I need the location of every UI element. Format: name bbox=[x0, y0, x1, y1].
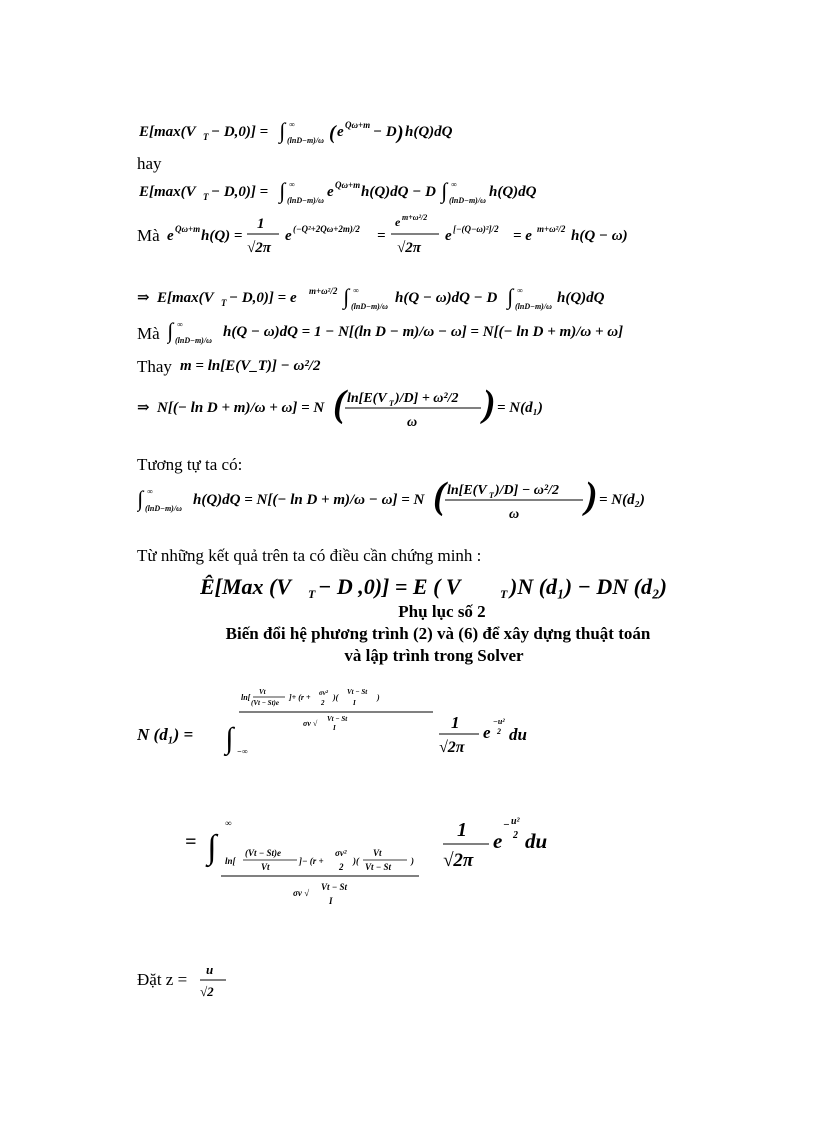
svg-text:Vt: Vt bbox=[261, 862, 270, 872]
svg-text:Vt − St: Vt − St bbox=[347, 688, 368, 696]
svg-text:I: I bbox=[333, 724, 336, 732]
svg-text:h(Q)dQ: h(Q)dQ bbox=[489, 184, 537, 200]
svg-text:N (d₁) =: N (d₁) = bbox=[137, 725, 194, 744]
svg-text:∫: ∫ bbox=[279, 118, 286, 143]
svg-text:(: ( bbox=[333, 383, 346, 425]
formula-d2 bbox=[137, 474, 667, 529]
svg-text:u²: u² bbox=[511, 816, 520, 827]
formula-d1 bbox=[137, 382, 567, 437]
svg-text:⇒: ⇒ bbox=[137, 400, 150, 416]
svg-text:− D,0)] =: − D,0)] = bbox=[211, 184, 269, 200]
svg-text:): ) bbox=[585, 475, 598, 517]
svg-text:Vt − St: Vt − St bbox=[327, 715, 348, 723]
svg-text:−u²: −u² bbox=[493, 717, 505, 726]
svg-text:√2π: √2π bbox=[247, 240, 271, 256]
svg-text:=: = bbox=[185, 831, 197, 853]
svg-text:E[max(V: E[max(V bbox=[139, 124, 196, 140]
svg-text:∫: ∫ bbox=[441, 178, 448, 203]
svg-text:)(: )( bbox=[353, 856, 359, 866]
formula-nd1-upper bbox=[185, 814, 585, 919]
svg-text:∫: ∫ bbox=[137, 486, 144, 511]
svg-text:T: T bbox=[221, 298, 227, 308]
svg-text:∫: ∫ bbox=[207, 829, 217, 866]
svg-text:∞: ∞ bbox=[147, 487, 153, 496]
formula-expected-payoff bbox=[139, 118, 469, 153]
svg-text:∞: ∞ bbox=[451, 180, 457, 189]
svg-text:ω: ω bbox=[509, 507, 520, 522]
svg-text:(Vt − St)e: (Vt − St)e bbox=[251, 699, 279, 707]
svg-text:σv²: σv² bbox=[319, 689, 328, 697]
svg-text:h(Q − ω)dQ − D: h(Q − ω)dQ − D bbox=[395, 290, 498, 306]
svg-text:1: 1 bbox=[457, 819, 467, 841]
svg-text:h(Q − ω)dQ = 1 − N[(ln D − m)/: h(Q − ω)dQ = 1 − N[(ln D − m)/ω − ω] = N[(− ln D + m)/ω + ω] bbox=[223, 324, 624, 340]
svg-text:=: = bbox=[377, 228, 386, 244]
svg-text:e: e bbox=[337, 124, 344, 140]
text-tuong-tu: Tương tự ta có: bbox=[137, 455, 243, 474]
svg-text:Vt: Vt bbox=[373, 848, 382, 858]
svg-text:− D,0)] =: − D,0)] = bbox=[211, 124, 269, 140]
svg-text:(lnD−m)/ω: (lnD−m)/ω bbox=[175, 336, 212, 345]
svg-text:2: 2 bbox=[497, 727, 501, 736]
svg-text:): ) bbox=[483, 383, 496, 425]
svg-text:h(Q)dQ: h(Q)dQ bbox=[557, 290, 605, 306]
svg-text:]+ (r +: ]+ (r + bbox=[289, 693, 311, 702]
svg-text:−∞: −∞ bbox=[237, 747, 248, 756]
svg-text:E[max(V: E[max(V bbox=[139, 184, 196, 200]
svg-text:ω: ω bbox=[407, 415, 418, 430]
svg-text:m+ω²/2: m+ω²/2 bbox=[402, 213, 428, 222]
text-dat-z: Đặt z = bbox=[137, 970, 188, 989]
svg-text:Vt − St: Vt − St bbox=[365, 862, 391, 872]
svg-text:√2π: √2π bbox=[443, 850, 474, 871]
text-hay: hay bbox=[137, 154, 162, 173]
text-ma-2: Mà bbox=[137, 324, 160, 343]
svg-text:σv √: σv √ bbox=[303, 719, 318, 728]
svg-text:)N (d₁) − DN (d₂): )N (d₁) − DN (d₂) bbox=[510, 574, 667, 599]
appendix-title: Phụ lục số 2 bbox=[398, 602, 486, 621]
svg-text:∞: ∞ bbox=[225, 818, 232, 828]
svg-text:2: 2 bbox=[339, 862, 344, 872]
svg-text:= N(d₂): = N(d₂) bbox=[599, 492, 645, 508]
svg-text:T: T bbox=[203, 132, 209, 142]
svg-text:∫: ∫ bbox=[167, 318, 174, 343]
svg-text:∞: ∞ bbox=[289, 180, 295, 189]
svg-text:ln[: ln[ bbox=[241, 693, 251, 702]
svg-text:(lnD−m)/ω: (lnD−m)/ω bbox=[449, 196, 486, 205]
svg-text:E[max(V: E[max(V bbox=[157, 290, 214, 306]
svg-text:(lnD−m)/ω: (lnD−m)/ω bbox=[351, 302, 388, 311]
svg-text:u: u bbox=[206, 962, 214, 977]
svg-text:du: du bbox=[509, 725, 527, 744]
text-thay: Thay bbox=[137, 357, 172, 376]
svg-text:(−Q²+2Qω+2m)/2: (−Q²+2Qω+2m)/2 bbox=[293, 224, 360, 234]
svg-text:I: I bbox=[329, 896, 333, 906]
svg-text:)/D] − ω²/2: )/D] − ω²/2 bbox=[495, 483, 560, 498]
svg-text:h(Q − ω): h(Q − ω) bbox=[571, 228, 628, 244]
svg-text:): ) bbox=[411, 856, 414, 866]
svg-text:T: T bbox=[203, 192, 209, 202]
svg-text:Qω+m: Qω+m bbox=[335, 180, 361, 190]
formula-m-substitution: m = ln[E(V_T)] − ω²/2 bbox=[180, 358, 321, 374]
svg-text:Ê[Max (V: Ê[Max (V bbox=[200, 574, 292, 599]
svg-text:σv²: σv² bbox=[335, 848, 347, 858]
svg-text:): ) bbox=[377, 693, 380, 702]
svg-text:Qω+m: Qω+m bbox=[345, 120, 371, 130]
svg-text:∞: ∞ bbox=[177, 320, 183, 329]
svg-text:Vt: Vt bbox=[259, 688, 266, 696]
svg-text:e: e bbox=[167, 228, 174, 244]
svg-text:(lnD−m)/ω: (lnD−m)/ω bbox=[515, 302, 552, 311]
svg-text:∫: ∫ bbox=[279, 178, 286, 203]
svg-text:−: − bbox=[503, 819, 510, 831]
svg-text:√2π: √2π bbox=[439, 739, 465, 756]
svg-text:N[(− ln D + m)/ω + ω] = N: N[(− ln D + m)/ω + ω] = N bbox=[157, 400, 325, 416]
svg-text:− D ,0)] = E ( V: − D ,0)] = E ( V bbox=[318, 574, 461, 599]
svg-text:T: T bbox=[308, 587, 316, 601]
svg-text:): ) bbox=[397, 122, 404, 144]
svg-text:− D: − D bbox=[373, 124, 397, 140]
svg-text:⇒: ⇒ bbox=[137, 290, 150, 306]
svg-text:(: ( bbox=[433, 475, 446, 517]
svg-text:(: ( bbox=[329, 122, 336, 144]
formula-integral-identity bbox=[167, 318, 647, 353]
svg-text:h(Q) =: h(Q) = bbox=[201, 228, 243, 244]
svg-text:√2π: √2π bbox=[397, 240, 421, 256]
svg-text:]− (r +: ]− (r + bbox=[299, 856, 324, 866]
formula-implies-expectation bbox=[137, 284, 637, 319]
svg-text:ln[E(V: ln[E(V bbox=[447, 483, 487, 498]
svg-text:1: 1 bbox=[257, 216, 265, 232]
svg-text:du: du bbox=[525, 829, 548, 853]
svg-text:= N(d₁): = N(d₁) bbox=[497, 400, 543, 416]
text-tu-nhung: Từ những kết quả trên ta có điều cần chứng minh : bbox=[137, 546, 482, 565]
svg-text:I: I bbox=[353, 699, 356, 707]
svg-text:Qω+m: Qω+m bbox=[175, 224, 201, 234]
svg-text:(lnD−m)/ω: (lnD−m)/ω bbox=[287, 196, 324, 205]
svg-text:(lnD−m)/ω: (lnD−m)/ω bbox=[145, 504, 182, 513]
svg-text:∞: ∞ bbox=[517, 286, 523, 295]
svg-text:e: e bbox=[327, 184, 334, 200]
svg-text:[−(Q−ω)²]/2: [−(Q−ω)²]/2 bbox=[453, 224, 499, 234]
svg-text:2: 2 bbox=[513, 830, 518, 841]
svg-text:(Vt − St)e: (Vt − St)e bbox=[245, 848, 281, 858]
svg-text:)(: )( bbox=[333, 693, 339, 702]
svg-text:ln[E(V: ln[E(V bbox=[347, 391, 387, 406]
formula-density-shift bbox=[167, 208, 647, 261]
svg-text:∫: ∫ bbox=[507, 284, 514, 309]
svg-text:∫: ∫ bbox=[225, 722, 234, 755]
svg-text:Vt − St: Vt − St bbox=[321, 882, 347, 892]
appendix-subtitle-1: Biến đổi hệ phương trình (2) và (6) để xây dựng thuật toán bbox=[225, 624, 651, 643]
svg-text:ln[: ln[ bbox=[225, 856, 236, 866]
svg-text:T: T bbox=[389, 399, 394, 408]
formula-z-definition bbox=[196, 960, 236, 1009]
svg-text:√2: √2 bbox=[200, 984, 214, 999]
formula-result bbox=[200, 566, 680, 607]
svg-text:h(Q)dQ = N[(− ln D + m)/ω − ω]: h(Q)dQ = N[(− ln D + m)/ω − ω] = N bbox=[193, 492, 425, 508]
svg-text:∞: ∞ bbox=[289, 120, 295, 129]
svg-text:(lnD−m)/ω: (lnD−m)/ω bbox=[287, 136, 324, 145]
svg-text:e: e bbox=[445, 228, 452, 244]
svg-text:)/D] + ω²/2: )/D] + ω²/2 bbox=[395, 391, 459, 406]
svg-text:e: e bbox=[285, 228, 292, 244]
svg-text:− D,0)] = e: − D,0)] = e bbox=[229, 290, 297, 306]
svg-text:∞: ∞ bbox=[353, 286, 359, 295]
svg-text:= e: = e bbox=[513, 228, 532, 244]
formula-nd1-integral bbox=[137, 688, 597, 773]
svg-text:T: T bbox=[489, 491, 494, 500]
svg-text:m+ω²/2: m+ω²/2 bbox=[537, 224, 566, 234]
svg-text:1: 1 bbox=[451, 713, 460, 732]
svg-text:∫: ∫ bbox=[343, 284, 350, 309]
svg-text:2: 2 bbox=[321, 699, 325, 707]
text-ma-1: Mà bbox=[137, 226, 160, 245]
appendix-subtitle-2: và lập trình trong Solver bbox=[344, 646, 524, 665]
svg-text:e: e bbox=[493, 829, 503, 853]
svg-text:σv √: σv √ bbox=[293, 888, 310, 898]
svg-text:T: T bbox=[500, 587, 508, 601]
svg-text:h(Q)dQ − D: h(Q)dQ − D bbox=[361, 184, 436, 200]
svg-text:e: e bbox=[395, 215, 401, 229]
svg-text:h(Q)dQ: h(Q)dQ bbox=[405, 124, 453, 140]
svg-text:m+ω²/2: m+ω²/2 bbox=[309, 286, 338, 296]
svg-text:e: e bbox=[483, 723, 491, 742]
